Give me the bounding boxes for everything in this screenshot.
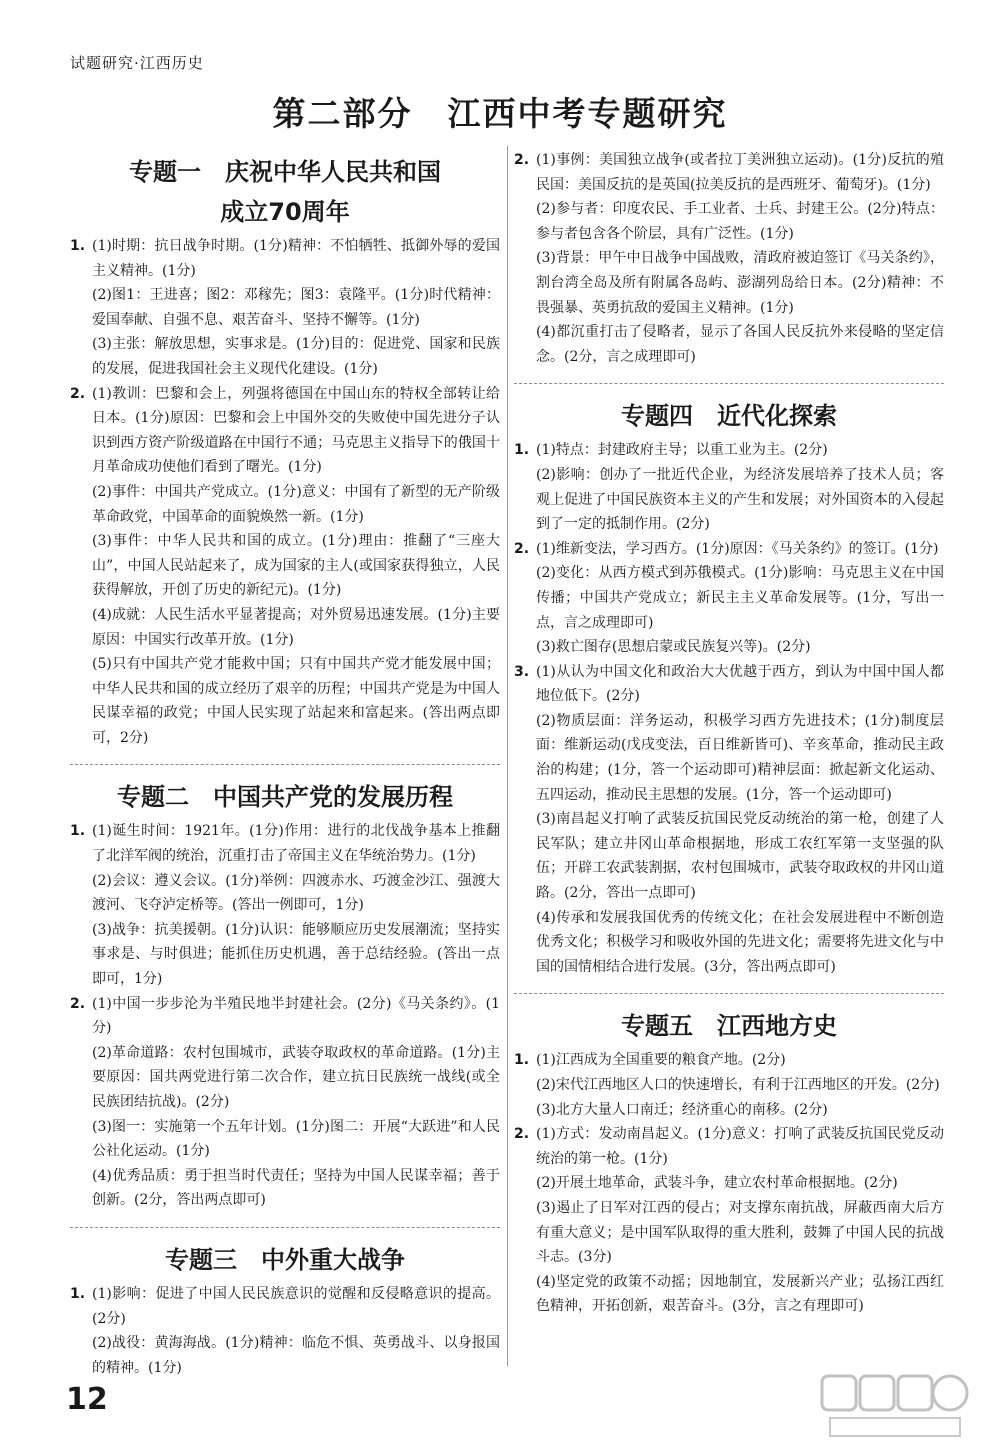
answer-text: (2)变化：从西方模式到苏俄模式。(1分)影响：马克思主义在中国传播；中国共产党成立；新民主主义革命发展等。(1分，写出一点，言之成理即可) — [536, 565, 944, 631]
topic-title-line: 成立70周年 — [220, 198, 350, 226]
answer-item — [514, 537, 944, 660]
answer-text: (2)参与者：印度农民、手工业者、士兵、封建王公。(2分)特点：参与者包含各个阶层，具有广泛性。(1分) — [536, 201, 944, 242]
section-divider — [70, 764, 500, 765]
section-divider — [514, 993, 944, 994]
answer-item — [514, 148, 944, 369]
answer-text: (1)教训：巴黎和会上，列强将德国在中国山东的特权全部转让给日本。(1分)原因：巴黎和会上中国外交的失败使中国先进分子认识到西方资产阶级道路在中国行不通；马克思主义指导下的俄国十月革命成功使他们看到了曙光。(1分) — [92, 385, 500, 476]
answer-item — [70, 992, 500, 1213]
answer-text: (2)图1：王进喜；图2：邓稼先；图3：袁隆平。(1分)时代精神：爱国奉献、自强不息、艰苦奋斗、坚持不懈等。(1分) — [92, 287, 500, 328]
answer-text: (1)时期：抗日战争时期。(1分)精神：不怕牺牲、抵御外辱的爱国主义精神。(1分) — [92, 238, 500, 279]
question-number: 2. — [514, 152, 530, 168]
section-divider — [514, 383, 944, 384]
answer-text: (5)只有中国共产党才能救中国；只有中国共产党才能发展中国；中华人民共和国的成立经历了艰辛的历程；中国共产党是为中国人民谋幸福的政党；中国人民实现了站起来和富起来。(答出两点即可，2分) — [92, 656, 500, 746]
question-number: 1. — [70, 238, 86, 254]
answer-text: (3)战争：抗美援朝。(1分)认识：能够顺应历史发展潮流；坚持实事求是、与时俱进；能抓住历史机遇，善于总结经验。(答出一点即可，1分) — [92, 921, 500, 988]
answer-text: (2)宋代江西地区人口的快速增长，有利于江西地区的开发。(2分) — [536, 1077, 940, 1093]
answer-text: (2)物质层面：洋务运动，积极学习西方先进技术；(1分)制度层面：维新运动(戊戌变法，百日维新皆可)、辛亥革命，推动民主政治的构建；(1分，答一个运动即可)精神层面：掀起新文化运动、五四运动，推动民主思想的发展。(1分，答一个运动即可) — [536, 712, 944, 803]
question-number: 2. — [70, 385, 86, 402]
right-column — [514, 148, 944, 1319]
answer-item — [70, 382, 500, 751]
answer-text: (3)图一：实施第一个五年计划。(1分)图二：开展“大跃进”和人民公社化运动。(1分) — [92, 1118, 500, 1160]
question-number: 2. — [70, 995, 86, 1012]
answer-text: (4)成就：人民生活水平显著提高；对外贸易迅速发展。(1分)主要原因：中国实行改革开放。(1分) — [92, 606, 500, 648]
question-number: 2. — [514, 540, 530, 557]
topic-title — [514, 1006, 944, 1046]
answer-text: (3)主张：解放思想，实事求是。(1分)目的：促进党、国家和民族的发展，促进我国社会主义现代化建设。(1分) — [92, 336, 500, 377]
answer-text: (3)南昌起义打响了武装反抗国民党反动统治的第一枪，创建了人民军队；建立井冈山革命根据地，形成工农红军第一支坚强的队伍；开辟工农武装割据，农村包围城市，武装夺取政权的井冈山道路。(2分，答出一点即可) — [536, 811, 944, 902]
answer-text: (1)特点：封建政府主导；以重工业为主。(2分) — [536, 442, 828, 459]
topic-title — [70, 1240, 500, 1280]
answer-text: (3)救亡图存(思想启蒙或民族复兴等)。(2分) — [536, 639, 811, 656]
answer-text: (2)影响：创办了一批近代企业，为经济发展培养了技术人员；客观上促进了中国民族资本主义的产生和发展；对外国资本的入侵起到了一定的抵制作用。(2分) — [536, 466, 944, 533]
answer-text: (1)事例：美国独立战争(或者拉丁美洲独立运动)。(1分)反抗的殖民国：美国反抗的是英国(拉美反抗的是西班牙、葡萄牙)。(1分) — [536, 152, 944, 193]
answer-item — [514, 1048, 944, 1122]
watermark-logo — [820, 1372, 970, 1440]
topic-title-line: 专题二 中国共产党的发展历程 — [117, 783, 453, 812]
answer-text: (3)事件：中华人民共和国的成立。(1分)理由：推翻了“三座大山”，中国人民站起来了，成为国家的主人(或国家获得独立，人民获得解放，开创了历史的新纪元)。(1分) — [92, 533, 500, 599]
answer-item — [70, 819, 500, 991]
topic-title-line: 专题一 庆祝中华人民共和国 — [129, 158, 441, 186]
running-header: 试题研究·江西历史 — [70, 54, 204, 72]
topic-title — [514, 396, 944, 436]
answer-text: (2)开展土地革命，武装斗争，建立农村革命根据地。(2分) — [536, 1175, 898, 1192]
answer-item — [70, 1282, 500, 1380]
answer-text: (1)从认为中国文化和政治大大优越于西方，到认为中国中国人都地位低下。(2分) — [536, 663, 944, 705]
column-divider — [507, 146, 508, 1366]
question-number: 3. — [514, 663, 530, 680]
answer-text: (1)影响：促进了中国人民民族意识的觉醒和反侵略意识的提高。(2分) — [92, 1285, 500, 1327]
topic-title-line: 专题五 江西地方史 — [621, 1012, 837, 1041]
answer-text: (1)方式：发动南昌起义。(1分)意义：打响了武装反抗国民党反动统治的第一枪。(1分) — [536, 1126, 944, 1167]
answer-text: (2)事件：中国共产党成立。(1分)意义：中国有了新型的无产阶级革命政党，中国革命的面貌焕然一新。(1分) — [92, 483, 500, 525]
question-number: 1. — [70, 1285, 86, 1302]
answer-text: (1)维新变法，学习西方。(1分)原因：《马关条约》的签订。(1分) — [536, 540, 939, 557]
answer-text: (4)都沉重打击了侵略者，显示了各国人民反抗外来侵略的坚定信念。(2分，言之成理即可) — [536, 324, 944, 365]
answer-item — [514, 438, 944, 536]
answer-item — [70, 234, 500, 382]
answer-text: (2)战役：黄海海战。(1分)精神：临危不惧、英勇战斗、以身报国的精神。(1分) — [92, 1335, 500, 1376]
answer-text: (1)江西成为全国重要的粮食产地。(2分) — [536, 1052, 786, 1069]
answer-text: (3)遏止了日军对江西的侵占；对支撑东南抗战，屏蔽西南大后方有重大意义；是中国军队取得的重大胜利，鼓舞了中国人民的抗战斗志。(3分) — [536, 1199, 944, 1266]
answer-text: (2)革命道路：农村包围城市，武装夺取政权的革命道路。(1分)主要原因：国共两党进行第二次合作，建立抗日民族统一战线(或全民族团结抗战)。(2分) — [92, 1044, 500, 1110]
question-number: 1. — [514, 442, 530, 459]
part-title: 第二部分 江西中考专题研究 — [272, 94, 728, 133]
question-number: 2. — [514, 1126, 530, 1143]
topic-title — [70, 777, 500, 817]
topic-title-line: 专题四 近代化探索 — [621, 402, 837, 431]
left-column — [70, 148, 500, 1380]
page-number: 12 — [66, 1382, 108, 1417]
answer-text: (3)北方大量人口南迁；经济重心的南移。(2分) — [536, 1101, 828, 1118]
answer-item — [514, 1122, 944, 1319]
answer-text: (4)传承和发展我国优秀的传统文化；在社会发展进程中不断创造优秀文化；积极学习和吸收外国的先进文化；需要将先进文化与中国的国情相结合进行发展。(3分，答出两点即可) — [536, 909, 944, 975]
answer-text: (1)中国一步步沦为半殖民地半封建社会。(2分)《马关条约》。(1分) — [92, 995, 500, 1037]
answer-item — [514, 660, 944, 980]
answer-text: (4)优秀品质：勇于担当时代责任；坚持为中国人民谋幸福；善于创新。(2分，答出两点即可) — [92, 1167, 500, 1209]
question-number: 1. — [70, 823, 86, 840]
answer-text: (4)坚定党的政策不动摇；因地制宜，发展新兴产业；弘扬江西红色精神，开拓创新，艰苦奋斗。(3分，言之有理即可) — [536, 1273, 944, 1315]
topic-title — [70, 152, 500, 232]
answer-text: (3)背景：甲午中日战争中国战败，清政府被迫签订《马关条约》，割台湾全岛及所有附属各岛屿、澎湖列岛给日本。(2分)精神：不畏强暴、英勇抗敌的爱国主义精神。(1分) — [536, 250, 944, 316]
question-number: 1. — [514, 1052, 530, 1069]
section-divider — [70, 1227, 500, 1228]
topic-title-line: 专题三 中外重大战争 — [165, 1245, 405, 1274]
answer-text: (1)诞生时间：1921年。(1分)作用：进行的北伐战争基本上推翻了北洋军阀的统治，沉重打击了帝国主义在华统治势力。(1分) — [92, 823, 500, 865]
answer-text: (2)会议：遵义会议。(1分)举例：四渡赤水、巧渡金沙江、强渡大渡河、飞夺泸定桥等。(答出一例即可，1分) — [92, 872, 500, 914]
